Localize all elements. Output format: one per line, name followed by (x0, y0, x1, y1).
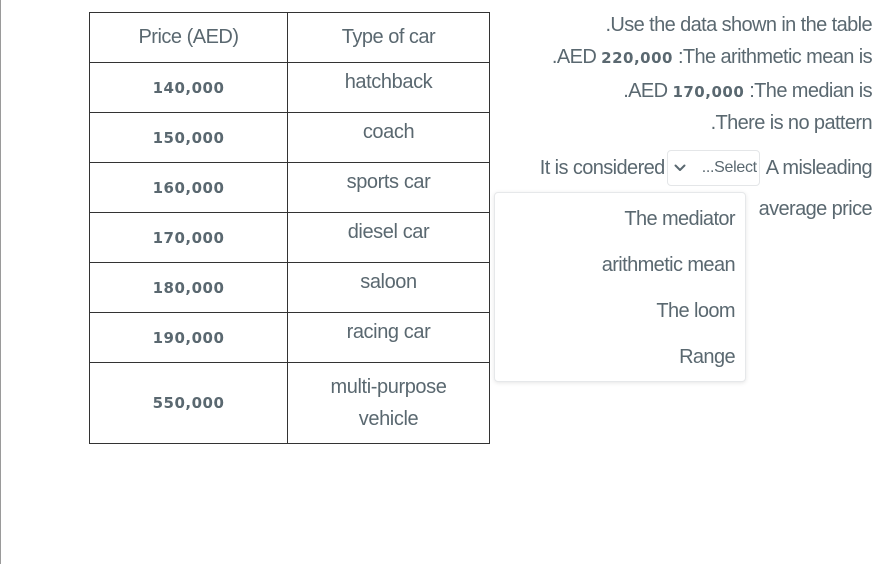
table-row (90, 63, 490, 113)
dropdown-option[interactable]: Range (679, 345, 735, 368)
table-row (90, 363, 490, 444)
cell-type-text: coach (362, 121, 415, 143)
median-value: 170,000 (672, 83, 745, 101)
select-placeholder: ...Select (701, 159, 757, 176)
table-row (90, 213, 490, 263)
table-row (90, 163, 490, 213)
median-statement (623, 80, 872, 103)
cell-type-text: hatchback (344, 71, 433, 93)
cell-type-line: vehicle (358, 408, 419, 430)
cell-price: 550,000 (90, 363, 288, 444)
median-label: :The median is (744, 80, 872, 102)
dropdown-option[interactable]: The mediator (624, 207, 735, 230)
dropdown-option[interactable]: arithmetic mean (601, 253, 735, 276)
cell-price: 140,000 (90, 63, 288, 113)
header-price: Price (AED) (90, 13, 288, 63)
table-row (90, 263, 490, 313)
median-unit: .AED (623, 80, 673, 102)
cell-price: 160,000 (90, 163, 288, 213)
blank-suffix-text: A misleading (765, 156, 872, 179)
cell-type (288, 63, 490, 113)
cell-price: 150,000 (90, 113, 288, 163)
cell-price: 180,000 (90, 263, 288, 313)
cell-type-text: diesel car (347, 221, 430, 243)
left-border (0, 0, 1, 564)
cell-type (288, 163, 490, 213)
dropdown-option[interactable]: The loom (656, 299, 735, 322)
blank-prefix-text: It is considered (539, 156, 665, 179)
cell-type (288, 263, 490, 313)
mean-value: 220,000 (601, 49, 673, 67)
mean-statement (552, 46, 872, 69)
header-type: Type of car (288, 13, 490, 63)
chevron-down-icon (672, 160, 688, 176)
mean-unit: .AED (551, 46, 602, 68)
cell-type (288, 113, 490, 163)
table-header-row (90, 13, 490, 63)
table-row (90, 113, 490, 163)
cell-type-text (331, 371, 447, 435)
after-blank-text: average price (758, 198, 872, 220)
table-row (90, 313, 490, 363)
answer-select[interactable] (667, 150, 760, 186)
cell-type (288, 363, 490, 444)
pattern-statement: .There is no pattern (710, 112, 872, 134)
fill-blank-row (540, 150, 872, 186)
cell-price: 190,000 (90, 313, 288, 363)
cell-type-line: multi-purpose (330, 376, 447, 398)
select-dropdown-menu (494, 192, 746, 382)
cell-price: 170,000 (90, 213, 288, 263)
cell-type-text: sports car (346, 171, 431, 193)
mean-label: :The arithmetic mean is (672, 46, 872, 68)
cell-type (288, 313, 490, 363)
instruction-text: .Use the data shown in the table (605, 14, 872, 36)
cell-type-text: saloon (360, 271, 417, 293)
cell-type-text: racing car (346, 321, 431, 343)
price-table (89, 12, 490, 444)
cell-type (288, 213, 490, 263)
